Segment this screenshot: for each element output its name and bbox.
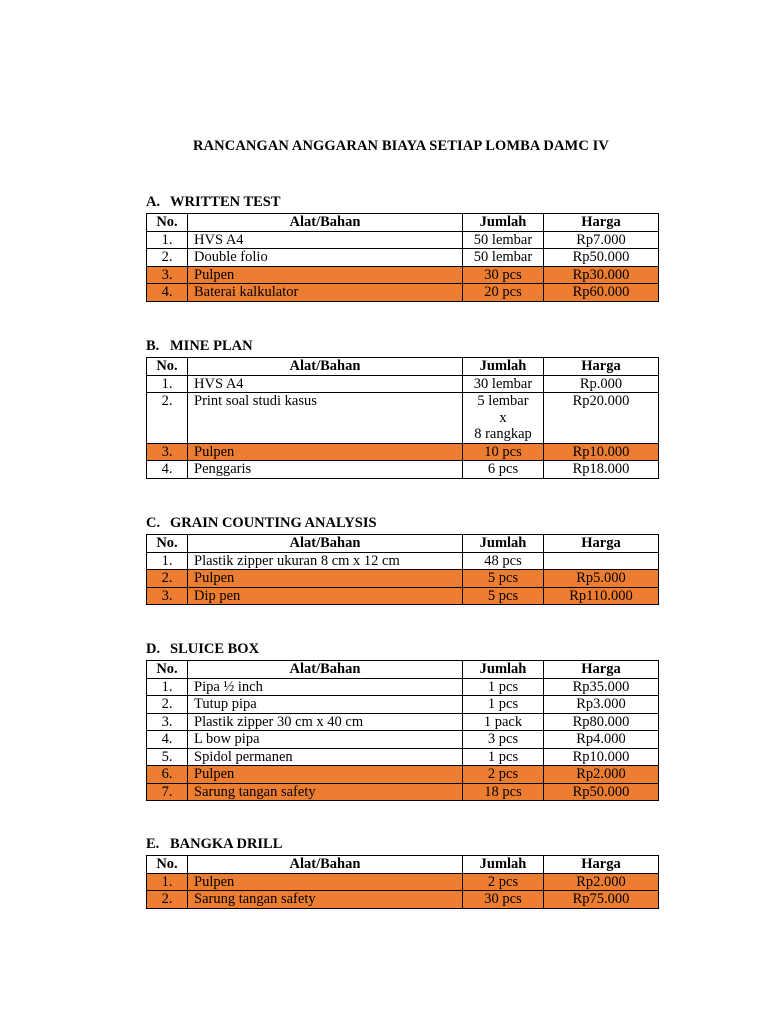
cell-qty: 3 pcs: [463, 731, 544, 749]
table-row: [147, 570, 659, 588]
cell-price: Rp30.000: [544, 266, 659, 284]
table-row: [147, 783, 659, 801]
cell-item: Pulpen: [188, 873, 463, 891]
cell-price: Rp75.000: [544, 891, 659, 909]
section-heading: [146, 835, 658, 855]
table-row: [147, 231, 659, 249]
table-row: [147, 284, 659, 302]
cell-item: HVS A4: [188, 231, 463, 249]
section-bangka-drill: [146, 835, 658, 909]
cell-no: 2.: [147, 891, 188, 909]
cell-qty: 1 pcs: [463, 696, 544, 714]
cell-price: Rp60.000: [544, 284, 659, 302]
cell-price: Rp18.000: [544, 461, 659, 479]
cell-no: 1.: [147, 873, 188, 891]
cell-price: Rp4.000: [544, 731, 659, 749]
cell-qty: 5 pcs: [463, 587, 544, 605]
budget-table: [146, 357, 659, 479]
cell-item: Pulpen: [188, 266, 463, 284]
cell-no: 2.: [147, 393, 188, 444]
header-price: Harga: [544, 358, 659, 376]
cell-no: 4.: [147, 284, 188, 302]
cell-item: Double folio: [188, 249, 463, 267]
section-name: MINE PLAN: [170, 338, 253, 354]
section-name: GRAIN COUNTING ANALYSIS: [170, 515, 377, 531]
cell-no: 2.: [147, 696, 188, 714]
header-qty: Jumlah: [463, 661, 544, 679]
cell-item: Print soal studi kasus: [188, 393, 463, 444]
cell-item: Spidol permanen: [188, 748, 463, 766]
cell-no: 2.: [147, 249, 188, 267]
cell-item: Pulpen: [188, 570, 463, 588]
header-item: Alat/Bahan: [188, 214, 463, 232]
cell-item: HVS A4: [188, 375, 463, 393]
table-row: [147, 552, 659, 570]
header-no: No.: [147, 535, 188, 553]
cell-no: 3.: [147, 587, 188, 605]
header-item: Alat/Bahan: [188, 358, 463, 376]
cell-price: Rp35.000: [544, 678, 659, 696]
header-qty: Jumlah: [463, 214, 544, 232]
section-name: BANGKA DRILL: [170, 836, 283, 852]
section-letter: B.: [146, 338, 160, 354]
budget-table: [146, 534, 659, 605]
cell-item: Plastik zipper 30 cm x 40 cm: [188, 713, 463, 731]
table-row: [147, 587, 659, 605]
table-header-row: [147, 856, 659, 874]
cell-item: Baterai kalkulator: [188, 284, 463, 302]
cell-price: Rp3.000: [544, 696, 659, 714]
cell-price: [544, 552, 659, 570]
table-row: [147, 731, 659, 749]
table-row: [147, 375, 659, 393]
cell-item: Pulpen: [188, 766, 463, 784]
section-letter: E.: [146, 836, 160, 852]
cell-item: Dip pen: [188, 587, 463, 605]
cell-qty: 5 pcs: [463, 570, 544, 588]
header-no: No.: [147, 661, 188, 679]
cell-item: L bow pipa: [188, 731, 463, 749]
header-price: Harga: [544, 856, 659, 874]
section-heading: [146, 337, 658, 357]
header-item: Alat/Bahan: [188, 856, 463, 874]
header-qty: Jumlah: [463, 535, 544, 553]
cell-no: 4.: [147, 731, 188, 749]
section-heading: [146, 640, 658, 660]
cell-price: Rp80.000: [544, 713, 659, 731]
cell-qty: 30 pcs: [463, 266, 544, 284]
cell-qty: 1 pcs: [463, 678, 544, 696]
table-header-row: [147, 535, 659, 553]
table-header-row: [147, 358, 659, 376]
table-row: [147, 443, 659, 461]
section-sluice-box: [146, 640, 658, 801]
cell-qty: 50 lembar: [463, 231, 544, 249]
cell-qty: 5 lembar x 8 rangkap: [463, 393, 544, 444]
section-letter: D.: [146, 641, 161, 657]
cell-qty: 20 pcs: [463, 284, 544, 302]
table-row: [147, 713, 659, 731]
header-no: No.: [147, 856, 188, 874]
header-item: Alat/Bahan: [188, 535, 463, 553]
section-written-test: [146, 193, 658, 302]
header-no: No.: [147, 214, 188, 232]
section-name: SLUICE BOX: [170, 641, 260, 657]
table-header-row: [147, 214, 659, 232]
table-row: [147, 249, 659, 267]
cell-no: 3.: [147, 443, 188, 461]
cell-qty: 2 pcs: [463, 766, 544, 784]
cell-item: Sarung tangan safety: [188, 891, 463, 909]
cell-no: 3.: [147, 266, 188, 284]
cell-price: Rp.000: [544, 375, 659, 393]
cell-no: 1.: [147, 678, 188, 696]
cell-qty: 50 lembar: [463, 249, 544, 267]
cell-qty: 10 pcs: [463, 443, 544, 461]
section-letter: C.: [146, 515, 161, 531]
header-qty: Jumlah: [463, 856, 544, 874]
table-row: [147, 873, 659, 891]
cell-price: Rp2.000: [544, 766, 659, 784]
cell-no: 1.: [147, 231, 188, 249]
section-letter: A.: [146, 194, 161, 210]
cell-no: 1.: [147, 552, 188, 570]
section-grain-counting-analysis: [146, 514, 658, 605]
cell-price: Rp110.000: [544, 587, 659, 605]
document-title: RANCANGAN ANGGARAN BIAYA SETIAP LOMBA DAMC IV: [193, 138, 609, 154]
table-row: [147, 393, 659, 444]
cell-price: Rp10.000: [544, 748, 659, 766]
table-header-row: [147, 661, 659, 679]
header-price: Harga: [544, 214, 659, 232]
cell-no: 2.: [147, 570, 188, 588]
cell-no: 7.: [147, 783, 188, 801]
cell-item: Plastik zipper ukuran 8 cm x 12 cm: [188, 552, 463, 570]
section-heading: [146, 514, 658, 534]
budget-table: [146, 855, 659, 909]
cell-qty: 30 lembar: [463, 375, 544, 393]
cell-item: Pipa ½ inch: [188, 678, 463, 696]
header-no: No.: [147, 358, 188, 376]
table-row: [147, 678, 659, 696]
cell-qty: 1 pcs: [463, 748, 544, 766]
table-row: [147, 748, 659, 766]
header-item: Alat/Bahan: [188, 661, 463, 679]
cell-price: Rp20.000: [544, 393, 659, 444]
section-mine-plan: [146, 337, 658, 479]
cell-qty: 18 pcs: [463, 783, 544, 801]
cell-qty: 48 pcs: [463, 552, 544, 570]
cell-no: 6.: [147, 766, 188, 784]
cell-no: 4.: [147, 461, 188, 479]
cell-item: Pulpen: [188, 443, 463, 461]
table-row: [147, 891, 659, 909]
cell-qty: 6 pcs: [463, 461, 544, 479]
cell-item: Tutup pipa: [188, 696, 463, 714]
cell-price: Rp50.000: [544, 249, 659, 267]
cell-qty: 30 pcs: [463, 891, 544, 909]
budget-table: [146, 213, 659, 302]
cell-price: Rp50.000: [544, 783, 659, 801]
table-row: [147, 696, 659, 714]
cell-price: Rp2.000: [544, 873, 659, 891]
cell-qty: 2 pcs: [463, 873, 544, 891]
header-qty: Jumlah: [463, 358, 544, 376]
cell-price: Rp5.000: [544, 570, 659, 588]
cell-qty: 1 pack: [463, 713, 544, 731]
table-row: [147, 461, 659, 479]
cell-item: Penggaris: [188, 461, 463, 479]
table-row: [147, 766, 659, 784]
header-price: Harga: [544, 535, 659, 553]
table-row: [147, 266, 659, 284]
cell-price: Rp10.000: [544, 443, 659, 461]
cell-no: 1.: [147, 375, 188, 393]
header-price: Harga: [544, 661, 659, 679]
section-name: WRITTEN TEST: [170, 194, 281, 210]
cell-price: Rp7.000: [544, 231, 659, 249]
budget-table: [146, 660, 659, 801]
cell-item: Sarung tangan safety: [188, 783, 463, 801]
section-heading: [146, 193, 658, 213]
cell-no: 5.: [147, 748, 188, 766]
cell-no: 3.: [147, 713, 188, 731]
